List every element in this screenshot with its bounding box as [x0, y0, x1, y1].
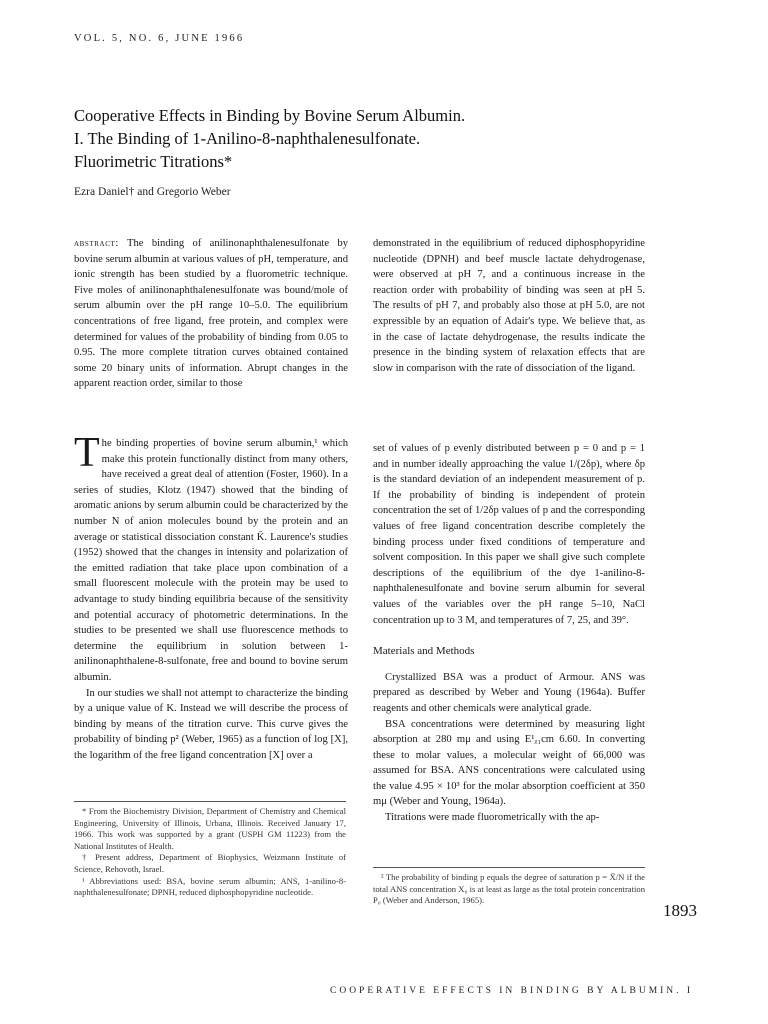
page-number: 1893	[663, 901, 697, 920]
title-line-1: Cooperative Effects in Binding by Bovine Serum Albumin.	[74, 106, 466, 125]
abstract-left-column	[74, 236, 348, 392]
footnote-divider-left	[74, 801, 346, 802]
body-right-column	[373, 441, 645, 826]
running-foot: COOPERATIVE EFFECTS IN BINDING BY ALBUMIN. I	[330, 986, 694, 996]
section-heading-methods: Materials and Methods	[373, 645, 475, 658]
abstract-text-right: demonstrated in the equilibrium of reduced diphosphopyridine nucleotide (DPNH) and beef muscle lactate dehydrogenase, were observed at pH 7, and a continuous increase in the reaction order with probability of binding was seen at pH 5. The results of pH 7, and probably also those at pH 5.0, are not expressible by an equation of Adair's type. We believe that, as in the case of lactate dehydrogenase, the results indicate the presence in the binding system of relaxation effects that are slow in comparison with the rate of dissociation of the ligand.	[373, 238, 645, 374]
intro-paragraph-2: In our studies we shall not attempt to characterize the binding by a unique value of K. Instead we will describe the process of binding by means of the titration curve. This curve gives the probability of binding p² (Weber, 1965) as a function of log [X], the logarithm of the free ligand concentration [X] over a	[74, 687, 348, 761]
footnote-divider-right	[373, 867, 645, 868]
footnote-abbreviations: ¹ Abbreviations used: BSA, bovine serum albumin; ANS, 1-anilino-8-naphthalenesulfonate; DPNH, reduced diphosphopyridine nucleotide.	[74, 875, 346, 898]
abstract-right-column	[373, 236, 645, 376]
body-left-column	[74, 430, 348, 763]
intro-paragraph-1: he binding properties of bovine serum albumin,¹ which make this protein functionally distinct from many others, have received a great deal of attention (Foster, 1960). In a series of studies, Klotz (1947) showed that the binding of aromatic anions by serum albumin could be characterized by the number N of anion molecules bound by the protein and an average or statistical dissociation constant K̄. Laurence's studies (1952) showed that the changes in intensity and polarization of the emitted radiation that take place upon combination of a small fluorescent molecule with the protein may be used to advantage to study binding equilibria because of the sensitivity and potential accuracy of photometric determinations. In the studies to be presented we shall use fluorescence methods to determine the equilibrium in solution between 1-anilinonaphthalene-8-sulfonate, free and bound to bovine serum albumin.	[74, 438, 348, 683]
abstract-text-left: The binding of anilinonaphthalenesulfonate by bovine serum albumin at various values of pH, temperature, and ionic strength has been studied by a fluorometric technique. Five moles of anilinonaphthalenesulfonate was bound/mole of serum albumin over the pH range 10–5.0. The equilibrium concentrations of free ligand, free protein, and complex were determined for values of the probability of binding from 0.05 to 0.95. The more complete titration curves obtained contained some 20 binary units of information. Abrupt changes in the apparent reaction order, similar to those	[74, 238, 348, 390]
methods-paragraph-3: Titrations were made fluorometrically with the ap-	[385, 812, 600, 824]
authors: Ezra Daniel† and Gregorio Weber	[74, 186, 231, 198]
article-title	[74, 104, 674, 173]
title-line-3: Fluorimetric Titrations*	[74, 152, 233, 171]
drop-cap: T	[74, 430, 100, 476]
footnotes-right	[373, 872, 645, 907]
footnotes-left	[74, 806, 346, 899]
running-head: VOL. 5, NO. 6, JUNE 1966	[74, 33, 245, 44]
title-line-2: I. The Binding of 1-Anilino-8-naphthalenesulfonate.	[74, 129, 421, 148]
intro-paragraph-3: set of values of p evenly distributed between p = 0 and p = 1 and in number ideally approaching the value 1/(2δp), where δp is the standard deviation of an independent measurement of p. If the probability of binding is independent of protein concentration the set of 1/2δp values of p and the corresponding values of free ligand concentration describe completely the binding process under fixed conditions of temperature and solvent composition. In this paper we shall give such complete descriptions of the equilibrium of the dye 1-anilino-8-naphthalenesulfonate and bovine serum albumin for several values of the variables over the pH range 5–10, NaCl concentration up to 3 M, and temperatures of 7, 25, and 39°.	[373, 443, 645, 626]
footnote-probability: ² The probability of binding p equals the degree of saturation p = X̄/N if the total ANS concentration X₀ is at least as large as the total protein concentration P₀ (Weber and Anderson, 1965).	[373, 872, 645, 906]
abstract-label: abstract:	[74, 238, 119, 249]
footnote-present-address: † Present address, Department of Biophysics, Weizmann Institute of Science, Rehovoth, Israel.	[74, 852, 346, 874]
footnote-affiliation: * From the Biochemistry Division, Department of Chemistry and Chemical Engineering, University of Illinois, Urbana, Illinois. Received January 17, 1966. This work was supported by a grant (USPH GM 11223) from the National Institutes of Health.	[74, 806, 346, 851]
methods-paragraph-1: Crystallized BSA was a product of Armour. ANS was prepared as described by Weber and Young (1964a). Buffer reagents and other chemicals were analytical grade.	[373, 671, 645, 714]
methods-paragraph-2: BSA concentrations were determined by measuring light absorption at 280 mμ and using E¹ᵪ₁cm 6.60. In converting these to molar values, a molecular weight of 66,000 was assumed for BSA. ANS concentrations were calculated using the value 4.95 × 10³ for the molar absorption coefficient at 350 mμ (Weber and Young, 1964a).	[373, 718, 645, 808]
